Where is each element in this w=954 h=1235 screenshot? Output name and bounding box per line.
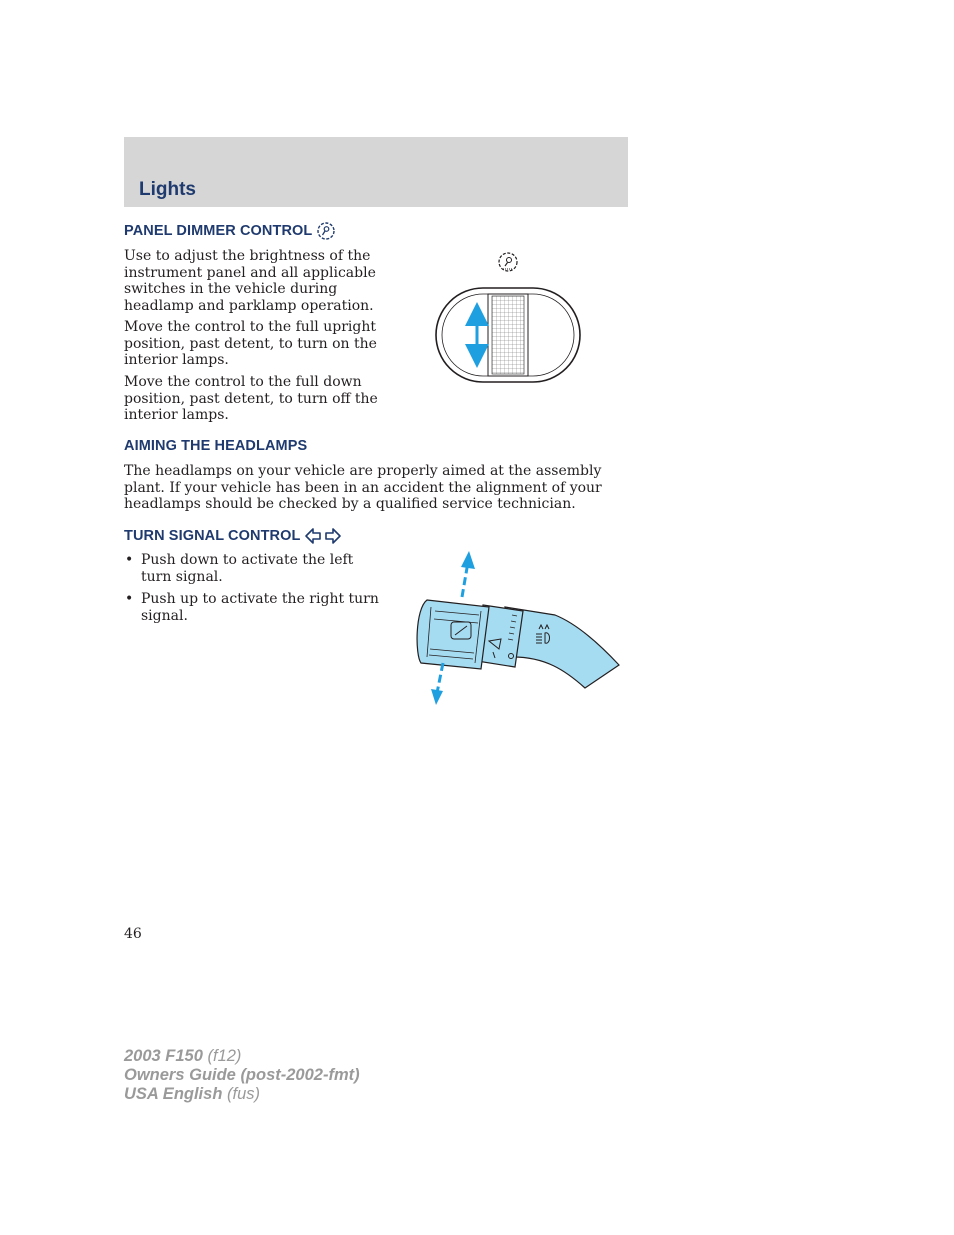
section-title: Lights [139,179,196,200]
section-header-band [124,137,628,207]
list-item: • Push up to activate the right turn signal. [125,591,379,624]
footer-language-code: (fus) [227,1085,260,1103]
turn-signal-heading [124,527,342,545]
footer-model: 2003 F150 [124,1047,203,1065]
list-item: • Push down to activate the left turn signal. [125,552,354,585]
panel-dimmer-icon [316,221,336,241]
aiming-heading-text: AIMING THE HEADLAMPS [124,438,308,454]
aiming-paragraph: The headlamps on your vehicle are properly aimed at the assembly plant. If your vehicle has been in an accident the alignment of your headlamps should be checked by a qualified service technician. [124,463,602,512]
footer-line-2 [124,1066,360,1085]
panel-dimmer-paragraph-3: Move the control to the full down position, past detent, to turn off the interior lamps. [124,374,378,423]
bullet-text-left: Push down to activate the left turn signal. [141,552,354,585]
turn-signal-stalk-illustration [405,545,623,710]
bullet-text-right: Push up to activate the right turn signal. [141,591,379,624]
turn-signal-bullet-list [124,552,384,630]
panel-dimmer-heading [124,221,336,241]
panel-dimmer-paragraph-2: Move the control to the full upright position, past detent, to turn on the interior lamps. [124,319,377,368]
panel-dimmer-paragraph-1: Use to adjust the brightness of the instrument panel and all applicable switches in the vehicle during headlamp and parklamp operation. [124,248,376,314]
footer-guide: Owners Guide (post-2002-fmt) [124,1066,360,1084]
panel-dimmer-heading-text: PANEL DIMMER CONTROL [124,223,313,239]
page-number: 46 [124,926,142,942]
footer-line-1 [124,1047,360,1066]
footer-line-3 [124,1085,360,1104]
turn-signal-heading-text: TURN SIGNAL CONTROL [124,528,301,544]
panel-dimmer-illustration [432,248,584,388]
dimmer-small-icon [499,253,517,271]
footer-model-code: (f12) [207,1047,242,1065]
footer-language: USA English [124,1085,223,1103]
footer-document-info [124,1047,360,1104]
turn-signal-arrows-icon [304,527,342,545]
aiming-headlamps-heading [124,438,307,454]
